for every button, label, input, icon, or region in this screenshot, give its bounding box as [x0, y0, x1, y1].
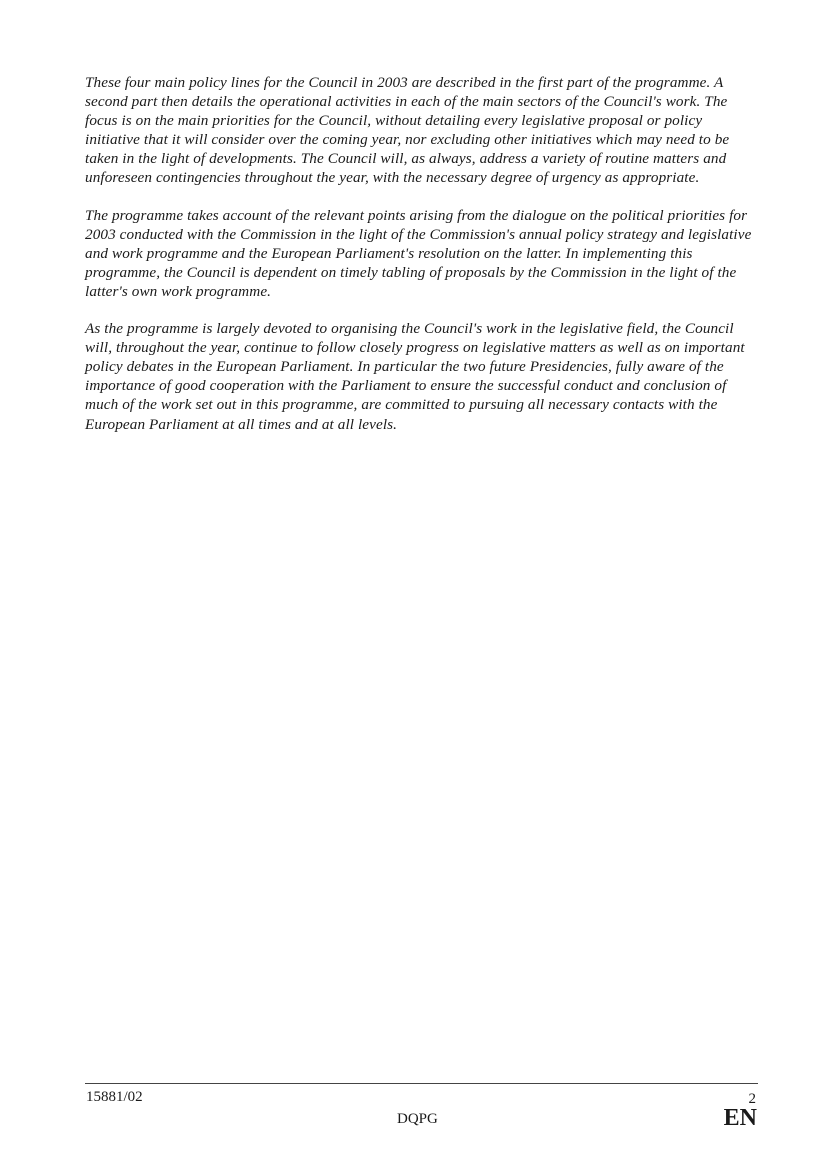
- document-reference: 15881/02: [86, 1089, 143, 1105]
- paragraph-policy-lines: These four main policy lines for the Council in 2003 are described in the first part of the programme. A second part then details the operational activities in each of the main sectors of the Council's work. The focus is on the main priorities for the Council, without detailing every legislative proposal or policy initiative that it will consider over the coming year, nor excluding other initiatives which may need to be taken in the light of developments. The Council will, as always, address a variety of routine matters and unforeseen contingencies throughout the year, with the necessary degree of urgency as appropriate.: [85, 74, 730, 187]
- department-code: DQPG: [397, 1111, 438, 1127]
- language-code: EN: [723, 1105, 757, 1131]
- document-body: [85, 73, 757, 452]
- page-number: 2: [748, 1091, 756, 1107]
- paragraph-european-parliament: As the programme is largely devoted to organising the Council's work in the legislative field, the Council will, throughout the year, continue to follow closely progress on legislative matters as well as on important policy debates in the European Parliament. In particular the two future Presidencies, fully aware of the importance of good cooperation with the Parliament to ensure the successful conduct and conclusion of much of the work set out in this programme, are committed to pursuing all necessary contacts with the European Parliament at all times and at all levels.: [85, 320, 745, 433]
- paragraph-programme-dialogue: The programme takes account of the relevant points arising from the dialogue on the political priorities for 2003 conducted with the Commission in the light of the Commission's annual policy strategy and legislative and work programme and the European Parliament's resolution on the latter. In implementing this programme, the Council is dependent on timely tabling of proposals by the Commission in the light of the latter's own work programme.: [85, 206, 752, 300]
- footer-divider: [85, 1083, 758, 1084]
